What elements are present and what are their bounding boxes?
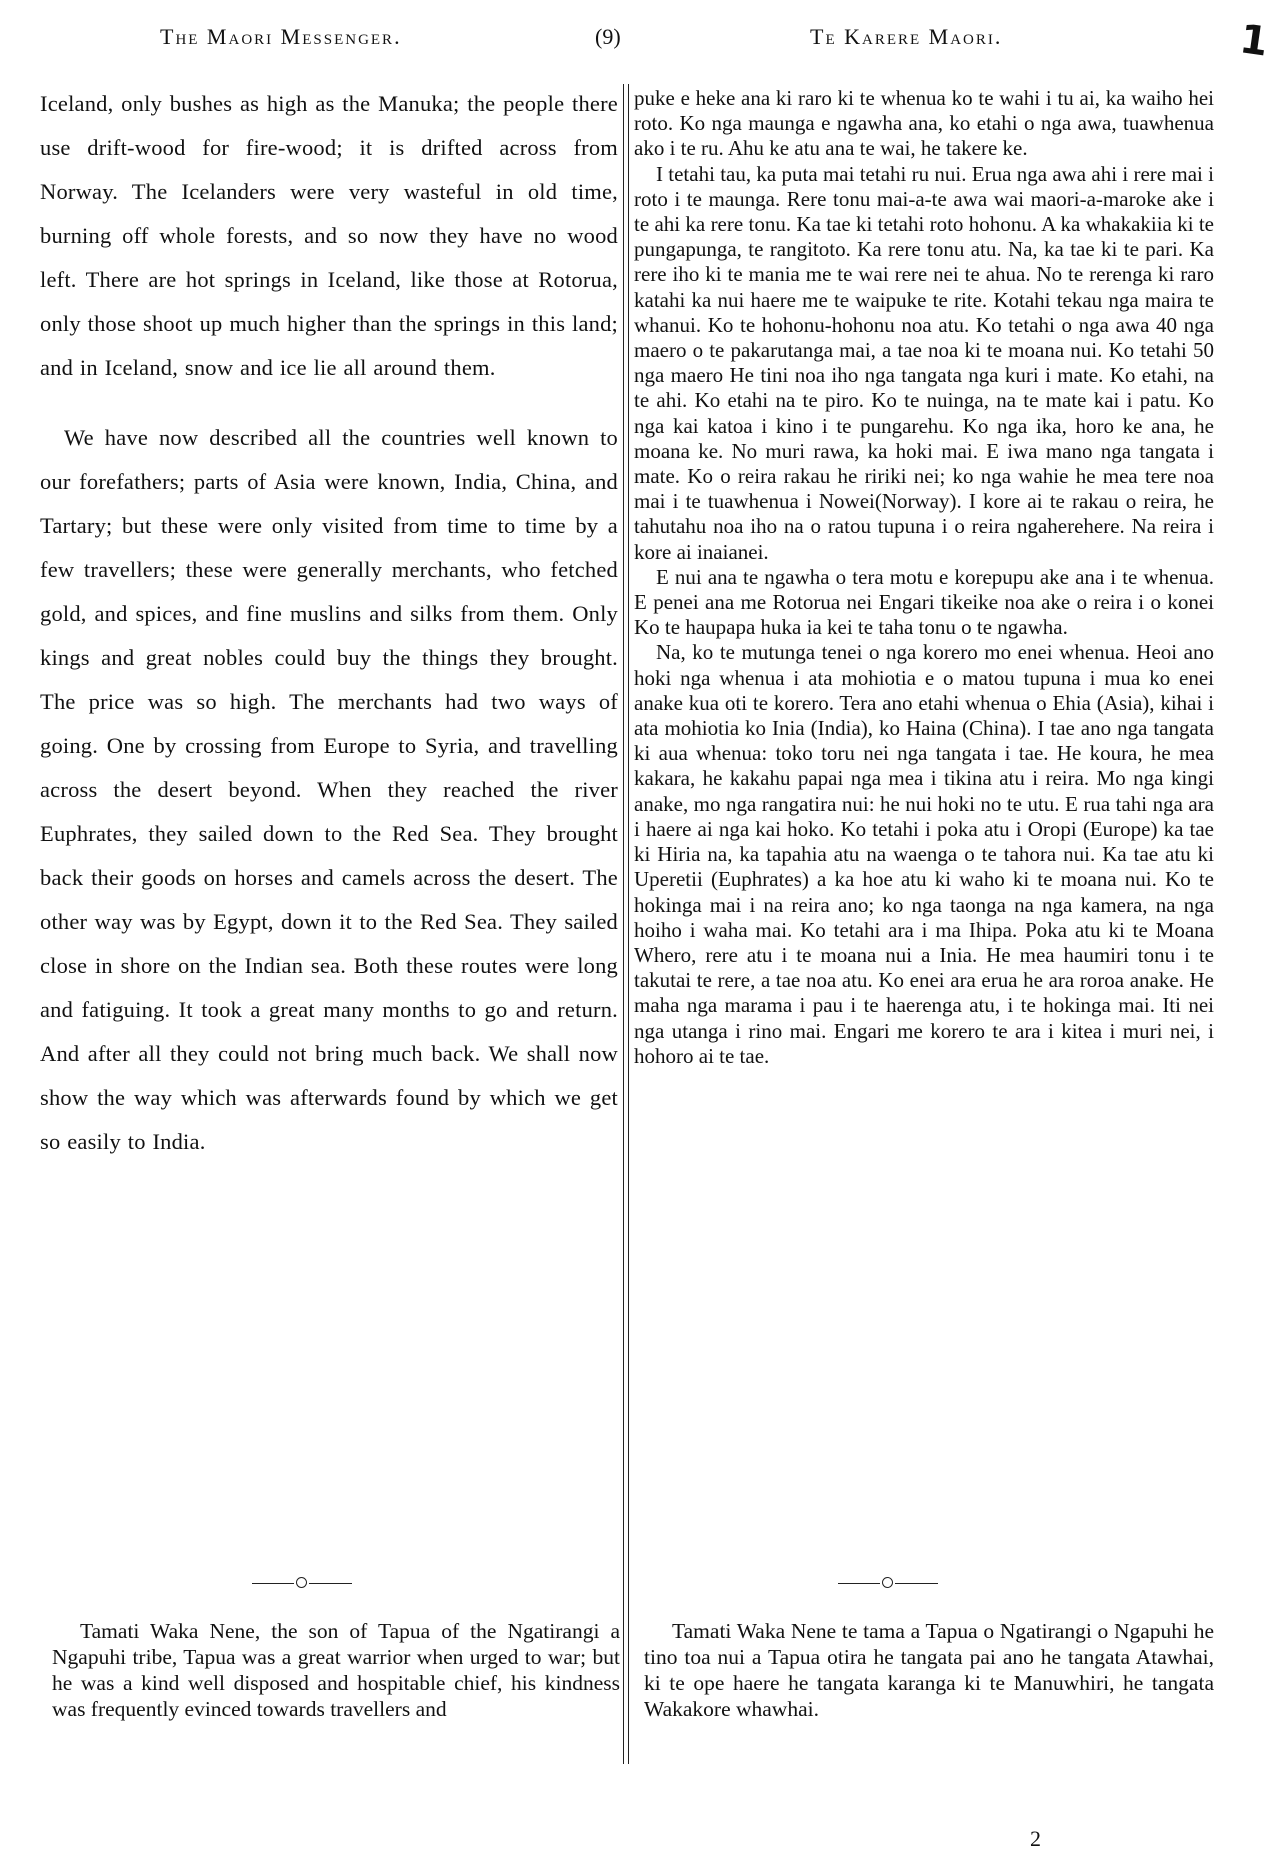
maori-column — [634, 86, 1214, 1069]
printer-signature-mark: 2 — [1030, 1826, 1041, 1851]
english-masthead-title: The Maori Messenger. — [160, 24, 402, 49]
maori-paragraph: puke e heke ana ki raro ki te whenua ko te wahi i tu ai, ka waiho hei roto. Ko nga maunga e ngawha ana, ko etahi o nga awa, tuawhenua ako i te ru. Ahu ke atu ana te wai, he takere ke. — [634, 86, 1214, 161]
english-paragraph: We have now described all the countries well known to our forefathers; parts of Asia were known, India, China, and Tartary; but these were only visited from time to time by a few travellers; these were generally merchants, who fetched gold, and spices, and fine muslins and silks from them. Only kings and great nobles could buy the things they brought. The price was so high. The merchants had two ways of going. One by crossing from Europe to Syria, and travelling across the desert beyond. When they reached the river Euphrates, they sailed down to the Red Sea. They brought back their goods on horses and camels across the desert. The other way was by Egypt, down it to the Red Sea. They sailed close in shore on the Indian sea. Both these routes were long and fatiguing. It took a great many months to go and return. And after all they could not bring much back. We shall now show the way which was afterwards found by which we get so easily to India. — [40, 425, 618, 1154]
english-paragraph: Iceland, only bushes as high as the Manuka; the people there use drift-wood for fire-wood; it is drifted across from Norway. The Icelanders were very wasteful in old time, burning off whole forests, and so now they have no wood left. There are hot springs in Iceland, like those at Rotorua, only those shoot up much higher than the springs in this land; and in Iceland, snow and ice lie all around them. — [40, 91, 618, 380]
maori-article-tamati-waka-nene — [644, 1618, 1214, 1722]
maori-article-text: Tamati Waka Nene te tama a Tapua o Ngatirangi o Ngapuhi he tino toa nui a Tapua otira he tangata pai ano he tangata Atawhai, ki te ope haere he tangata karanga ki te Manuwhiri, he tangata Wakakore whawhai. — [644, 1619, 1214, 1721]
english-article-text: Tamati Waka Nene, the son of Tapua of the Ngatirangi a Ngapuhi tribe, Tapua was a great warrior when urged to war; but he was a kind well disposed and hospitable chief, his kindness was frequently evinced towards travellers and — [52, 1619, 620, 1721]
section-ornament — [252, 1578, 352, 1590]
maori-paragraph: Na, ko te mutunga tenei o nga korero mo enei whenua. Heoi ano hoki nga whenua i ata mohiotia e o matou tupuna i mua ko enei anake kua oti te korero. Tera ano etahi whenua o Ehia (Asia), kihai i ata mohiotia ko Inia (India), ko Haina (China). I tae ano nga tangata ki aua whenua: toko toru nei nga tangata i tae. He koura, he mea kakara, he kakahu papai nga mea i tikina atu i reira. Mo nga kingi anake, mo nga rangatira nui: he nui hoki no te utu. E rua tahi nga ara i haere ai nga kai hoko. Ko tetahi i poka atu i Oropi (Europe) ka tae ki Hiria na, ka tapahia atu na waenga o te tahora nui. Ka tae atu ki Uperetii (Euphrates) a ka hoe atu ki waho ki te moana nui. Ko te hokinga mai i na reira ano; ko nga taonga na nga kamera, na nga hoiho i waha mai. Ko tetahi ara i ma Ihipa. Poka atu ki te Moana Whero, rere atu i te moana nui a Inia. He mea haumiri tonu i te takutai te rere, a tae noa atu. Ko enei ara erua he ara roroa anake. He maha nga marama i pau i te haerenga atu, i te hokinga mai. Iti nei nga utanga i rino mai. Engari me korero te ara i kitea i muri nei, i hohoro ai te tae. — [634, 640, 1214, 1068]
english-column — [40, 82, 618, 1164]
english-article-tamati-waka-nene — [52, 1618, 620, 1722]
column-rule — [628, 84, 629, 1764]
column-rule — [623, 84, 624, 1764]
corner-mark: 1 — [1237, 16, 1272, 66]
section-ornament — [838, 1578, 938, 1590]
maori-paragraph: E nui ana te ngawha o tera motu e korepupu ake ana i te whenua. E penei ana me Rotorua nei Engari tikeike noa ake o reira i o konei Ko te haupapa huka ia kei te taha tonu o te ngawha. — [634, 564, 1214, 640]
page-number: (9) — [595, 24, 621, 49]
maori-masthead-title: Te Karere Maori. — [810, 24, 1003, 49]
page-header — [40, 24, 1220, 64]
maori-paragraph: I tetahi tau, ka puta mai tetahi ru nui. Erua nga awa ahi i rere mai i roto i te maunga. Rere tonu mai-a-te awa wai maori-a-maroke ake i te ahi ka rere tonu. Ka tae ki tetahi roto hohonu. A ka whakakiia ki te pungapunga, te rangitoto. Ka rere tonu atu. Na, ka tae ki te pari. Ka rere iho ki te mania me te wai rere nei te ahua. No te rerenga ki raro katahi ka nui haere me te waipuke te rite. Kotahi tekau nga maira te whanui. Ko te hohonu-hohonu noa atu. Ko tetahi o nga awa 40 nga maero o te pakarutanga mai, a tae noa ki te moana nui. Ko tetahi 50 nga maero He tini noa iho nga tangata nga kuri i mate. Ko etahi, na te ahi. Ko etahi na te piro. Ko te nuinga, na te mate kai i patu. Ko nga kai katoa i kino i te pungarehu. Ko nga ika, horo ke ana, he moana ke. No muri rawa, ka hoki mai. E iwa mano nga tangata i mate. Ko o reira rakau he ririki nei; ko nga wahie he mea tere noa mai i te tuawhenua i Nowei(Norway). I kore ai te rakau o reira, he tahutahu noa iho na o ratou tupuna i o reira ngaherehere. Na reira i kore ai inaianei. — [634, 161, 1214, 564]
